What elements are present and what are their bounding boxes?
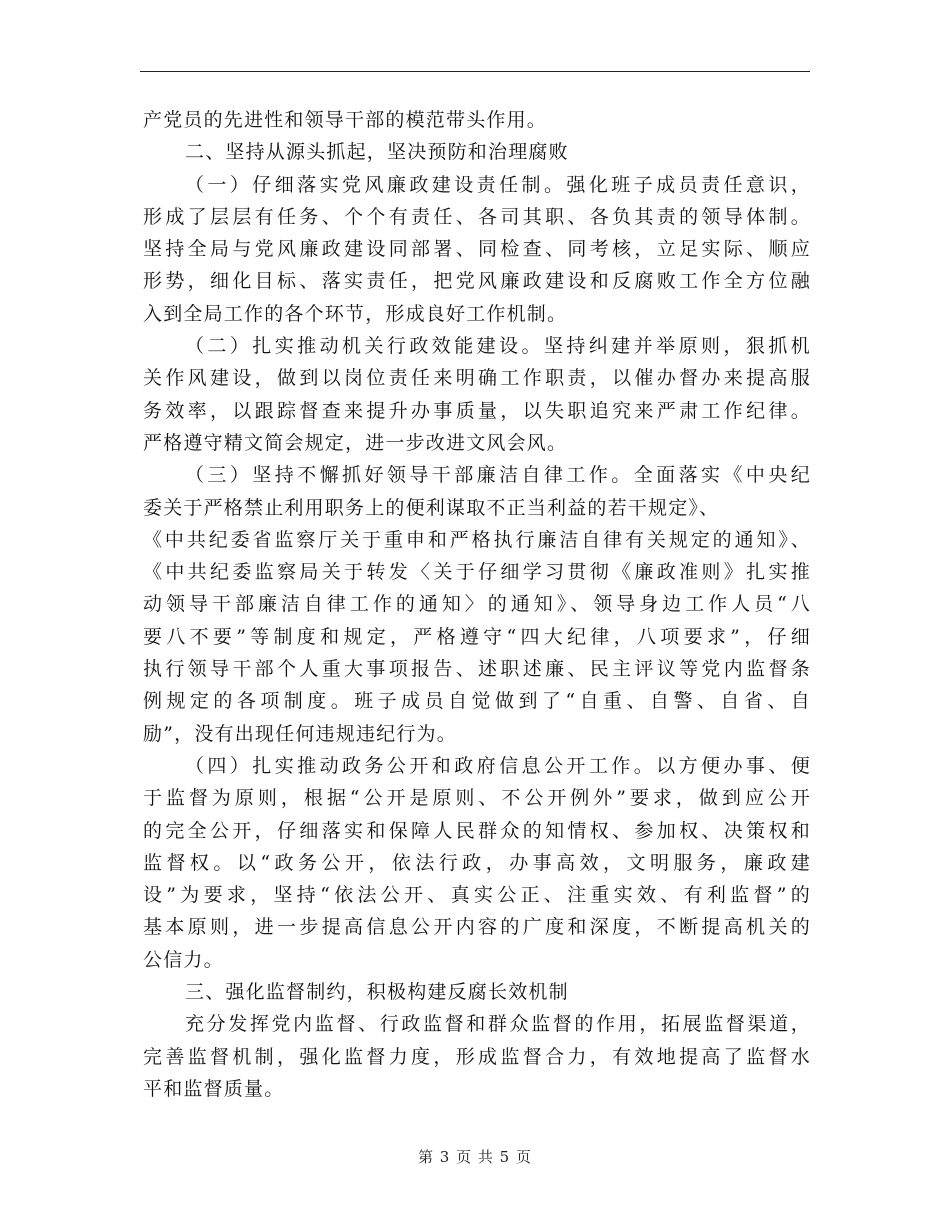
- paragraph-line: 形势，细化目标、落实责任，把党风廉政建设和反腐败工作全方位融: [143, 270, 811, 293]
- paragraph-line: 于监督为原则，根据“公开是原则、不公开例外”要求，做到应公开: [143, 787, 811, 810]
- paragraph-line: （一）仔细落实党风廉政建设责任制。强化班子成员责任意识，: [185, 173, 811, 196]
- section-heading: 二、坚持从源头抓起，坚决预防和治理腐败: [185, 141, 569, 164]
- paragraph-line: （四）扎实推动政务公开和政府信息公开工作。以方便办事、便: [185, 754, 811, 777]
- paragraph-line: 严格遵守精文简会规定，进一步改进文风会风。: [143, 431, 568, 454]
- paragraph-line: 动领导干部廉洁自律工作的通知〉的通知》、领导身边工作人员“八: [143, 593, 811, 616]
- paragraph-line: 产党员的先进性和领导干部的模范带头作用。: [143, 109, 548, 131]
- document-body: [143, 104, 811, 1105]
- paragraph-line: 执行领导干部个人重大事项报告、述职述廉、民主评议等党内监督条: [143, 658, 811, 681]
- paragraph-line: 例规定的各项制度。班子成员自觉做到了“自重、自警、自省、自: [143, 690, 811, 713]
- paragraph-line: 的完全公开，仔细落实和保障人民群众的知情权、参加权、决策权和: [143, 819, 811, 842]
- paragraph-line: 务效率，以跟踪督查来提升办事质量，以失职追究来严肃工作纪律。: [143, 399, 811, 422]
- page-number: 第 3 页 共 5 页: [418, 1148, 532, 1166]
- paragraph-line: 励”，没有出现任何违规违纪行为。: [143, 722, 457, 745]
- paragraph-line: 坚持全局与党风廉政建设同部署、同检查、同考核，立足实际、顺应: [143, 238, 811, 261]
- paragraph-line: 要八不要”等制度和规定，严格遵守“四大纪律，八项要求”，仔细: [143, 625, 811, 648]
- paragraph-line: 《中共纪委省监察厅关于重申和严格执行廉洁自律有关规定的通知》、: [143, 528, 811, 551]
- paragraph-line: 平和监督质量。: [143, 1077, 285, 1100]
- paragraph-line: 《中共纪委监察局关于转发〈关于仔细学习贯彻《廉政准则》扎实推: [143, 561, 811, 584]
- paragraph-line: 完善监督机制，强化监督力度，形成监督合力，有效地提高了监督水: [143, 1045, 811, 1068]
- paragraph-line: 委关于严格禁止利用职务上的便利谋取不正当利益的若干规定》、: [143, 496, 720, 519]
- paragraph-line: （二）扎实推动机关行政效能建设。坚持纠建并举原则，狠抓机: [185, 335, 811, 358]
- paragraph-line: 形成了层层有任务、个个有责任、各司其职、各负其责的领导体制。: [143, 205, 811, 228]
- paragraph-line: 关作风建设，做到以岗位责任来明确工作职责，以催办督办来提高服: [143, 367, 811, 390]
- header-rule: [140, 71, 810, 72]
- section-heading: 三、强化监督制约，积极构建反腐长效机制: [185, 981, 569, 1004]
- paragraph-line: 公信力。: [143, 948, 224, 971]
- paragraph-line: 基本原则，进一步提高信息公开内容的广度和深度，不断提高机关的: [143, 916, 811, 939]
- paragraph-line: 监督权。以“政务公开，依法行政，办事高效，文明服务，廉政建: [143, 851, 811, 874]
- paragraph-line: （三）坚持不懈抓好领导干部廉洁自律工作。全面落实《中央纪: [185, 464, 811, 487]
- paragraph-line: 充分发挥党内监督、行政监督和群众监督的作用，拓展监督渠道，: [185, 1013, 811, 1036]
- paragraph-line: 设”为要求，坚持“依法公开、真实公正、注重实效、有利监督”的: [143, 884, 811, 907]
- paragraph-line: 入到全局工作的各个环节，形成良好工作机制。: [143, 302, 568, 325]
